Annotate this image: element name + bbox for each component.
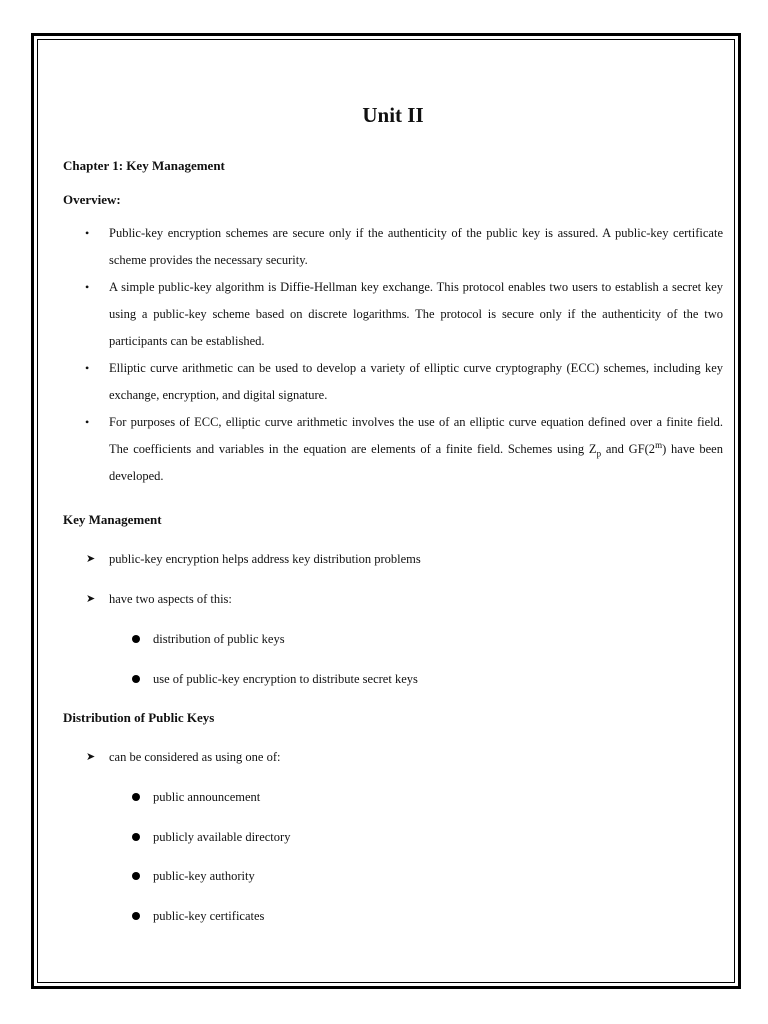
key-management-list <box>63 549 723 609</box>
bullet-icon: • <box>85 361 90 375</box>
superscript-m: m <box>655 439 663 450</box>
overview-item <box>63 355 723 409</box>
distribution-list <box>63 747 723 767</box>
arrow-bullet-icon: ➤ <box>86 552 96 565</box>
bullet-icon: • <box>85 226 90 240</box>
bullet-icon: • <box>85 415 90 429</box>
sub-list-item <box>63 906 723 926</box>
overview-list <box>63 220 723 490</box>
chapter-heading: Chapter 1: Key Management <box>63 158 225 173</box>
list-item <box>63 589 723 609</box>
overview-item <box>63 220 723 274</box>
filled-circle-bullet-icon <box>132 833 140 841</box>
sub-list-item <box>63 827 723 847</box>
list-item <box>63 747 723 767</box>
arrow-bullet-icon: ➤ <box>86 750 96 763</box>
overview-item-text: A simple public-key algorithm is Diffie-Hellman key exchange. This protocol enables two users to establish a secret key using a public-key scheme based on discrete logarithms. The protocol is secure only if the authenticity of the two participants can be established. <box>109 280 723 348</box>
overview-item-text-before: For purposes of ECC, elliptic curve arithmetic involves the use of an elliptic curve equation defined over a finite field. The coefficients and variables in the equation are elements of a finite field. Schemes using Z <box>109 415 723 456</box>
overview-item-text: Public-key encryption schemes are secure only if the authenticity of the public key is assured. A public-key certificate scheme provides the necessary security. <box>109 226 723 267</box>
sub-list-item-text: public announcement <box>153 790 261 804</box>
sub-list-item-text: public-key authority <box>153 869 255 883</box>
sub-list-item <box>63 629 723 649</box>
filled-circle-bullet-icon <box>132 793 140 801</box>
page-content <box>63 100 723 926</box>
sub-list-item-text: distribution of public keys <box>153 632 285 646</box>
subscript-p: p <box>596 448 602 459</box>
distribution-heading: Distribution of Public Keys <box>63 710 215 725</box>
filled-circle-bullet-icon <box>132 675 140 683</box>
page-title: Unit II <box>362 103 424 127</box>
list-item-text: have two aspects of this: <box>109 592 232 606</box>
key-management-heading: Key Management <box>63 512 162 527</box>
sub-list-item-text: use of public-key encryption to distribute secret keys <box>153 672 418 686</box>
sub-list-item <box>63 787 723 807</box>
overview-heading: Overview: <box>63 192 121 207</box>
arrow-bullet-icon: ➤ <box>86 592 96 605</box>
sub-list-item-text: publicly available directory <box>153 830 291 844</box>
sub-list-item <box>63 866 723 886</box>
filled-circle-bullet-icon <box>132 635 140 643</box>
filled-circle-bullet-icon <box>132 912 140 920</box>
distribution-sublist <box>63 787 723 926</box>
overview-item-text-middle: and GF(2 <box>601 442 656 456</box>
sub-list-item <box>63 669 723 689</box>
filled-circle-bullet-icon <box>132 872 140 880</box>
list-item-text: can be considered as using one of: <box>109 750 281 764</box>
overview-item-text: Elliptic curve arithmetic can be used to develop a variety of elliptic curve cryptography (ECC) schemes, including key exchange, encryption, and digital signature. <box>109 361 723 402</box>
key-management-sublist <box>63 629 723 689</box>
overview-item <box>63 274 723 355</box>
list-item <box>63 549 723 569</box>
sub-list-item-text: public-key certificates <box>153 909 265 923</box>
bullet-icon: • <box>85 280 90 294</box>
overview-item <box>63 409 723 490</box>
list-item-text: public-key encryption helps address key distribution problems <box>109 552 421 566</box>
overview-item-text-after: ) have been developed. <box>109 442 723 483</box>
